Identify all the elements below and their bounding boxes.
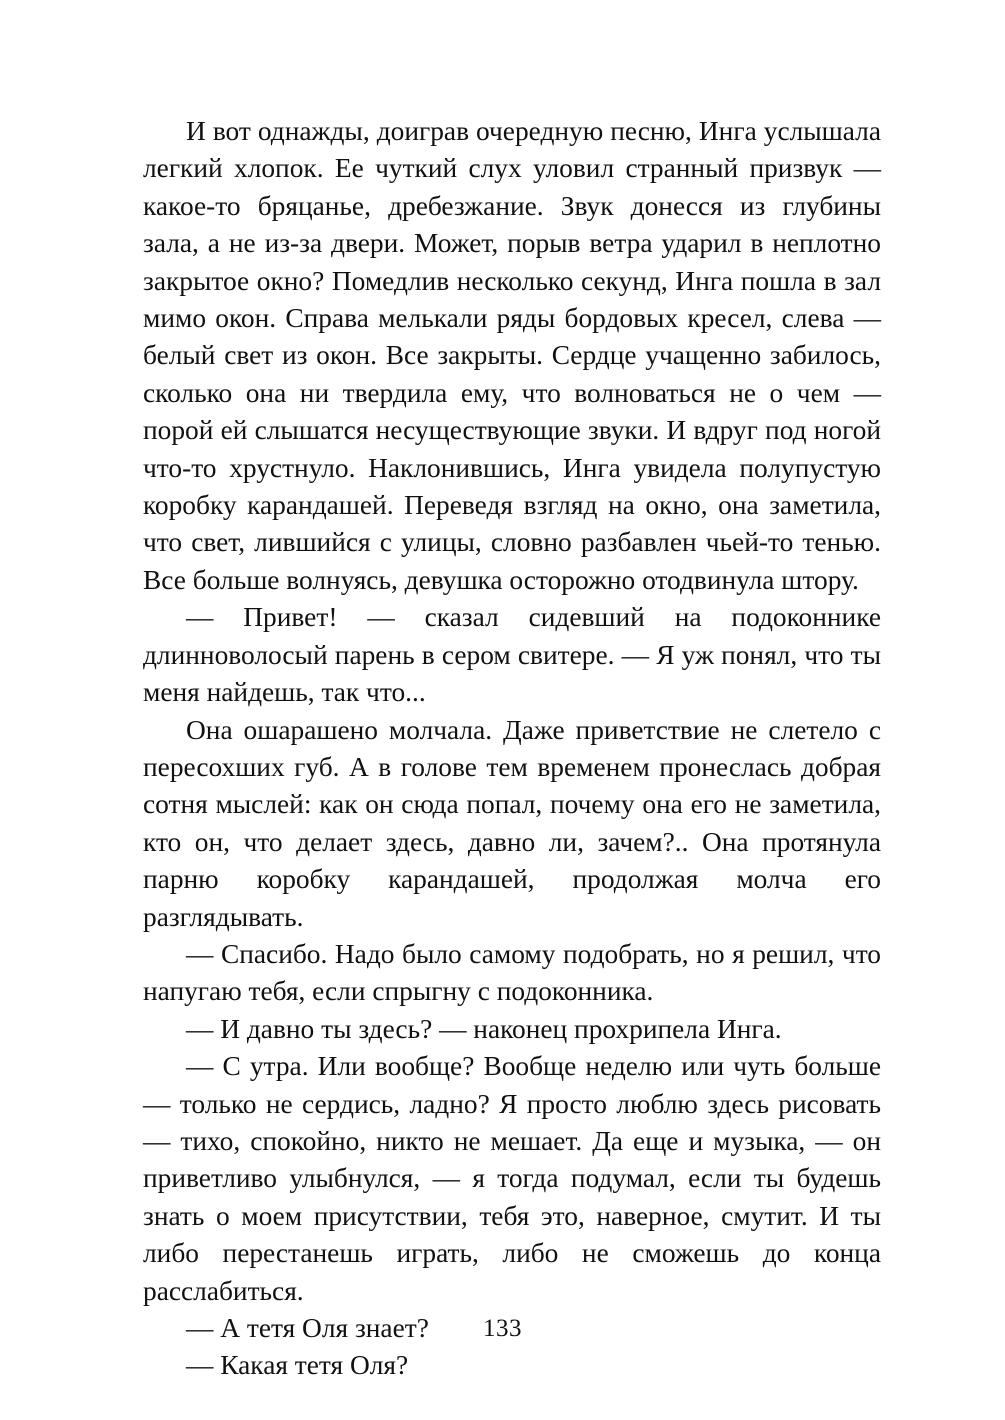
paragraph: — С утра. Или вообще? Вообще неделю или чуть больше — только не сердись, ладно? Я просто люблю здесь рисовать — тихо, спокойно, никто не мешает. Да еще и музыка, — он приветливо улыбнулся, — я тогда подумал, если ты будешь знать о моем присутствии, тебя это, наверное, смутит. И ты либо перестанешь играть, либо не сможешь до конца расслабиться. (143, 1051, 881, 1306)
paragraph: — Спасибо. Надо было самому подобрать, но я решил, что напугаю тебя, если спрыгну с подоконника. (143, 938, 881, 1007)
page-number: 133 (483, 1315, 522, 1342)
paragraph: Она ошарашено молчала. Даже приветствие не слетело с пересохших губ. А в голове тем временем пронеслась добрая сотня мыслей: как он сюда попал, почему она его не заметила, кто он, что делает здесь, давно ли, зачем?.. Она протянула парню коробку карандашей, продолжая молча его разглядывать. (143, 714, 881, 932)
paragraph: — Привет! — сказал сидевший на подоконнике длинноволосый парень в сером свитере. — Я уж понял, что ты меня найдешь, так что... (143, 602, 881, 708)
paragraph: — Какая тетя Оля? (186, 1350, 409, 1381)
paragraph: — И давно ты здесь? — наконец прохрипела Инга. (186, 1013, 782, 1044)
paragraph: — А тетя Оля знает? (186, 1313, 429, 1343)
body-text-column (143, 113, 881, 1385)
paragraph: И вот однажды, доиграв очередную песню, Инга услышала легкий хлопок. Ее чуткий слух уловил странный призвук — какое-то бряцанье, дребезжание. Звук донесся из глубины зала, а не из-за двери. Может, порыв ветра ударил в неплотно закрытое окно? Помедлив несколько секунд, Инга пошла в зал мимо окон. Справа мелькали ряды бордовых кресел, слева — белый свет из окон. Все закрыты. Сердце учащенно забилось, сколько она ни твердила ему, что волноваться не о чем — порой ей слышатся несуществующие звуки. И вдруг под ногой что-то хрустнуло. Наклонившись, Инга увидела полупустую коробку карандашей. Переведя взгляд на окно, она заметила, что свет, лившийся с улицы, словно разбавлен чьей-то тенью. Все больше волнуясь, девушка осторожно отодвинула штору. (143, 116, 881, 595)
